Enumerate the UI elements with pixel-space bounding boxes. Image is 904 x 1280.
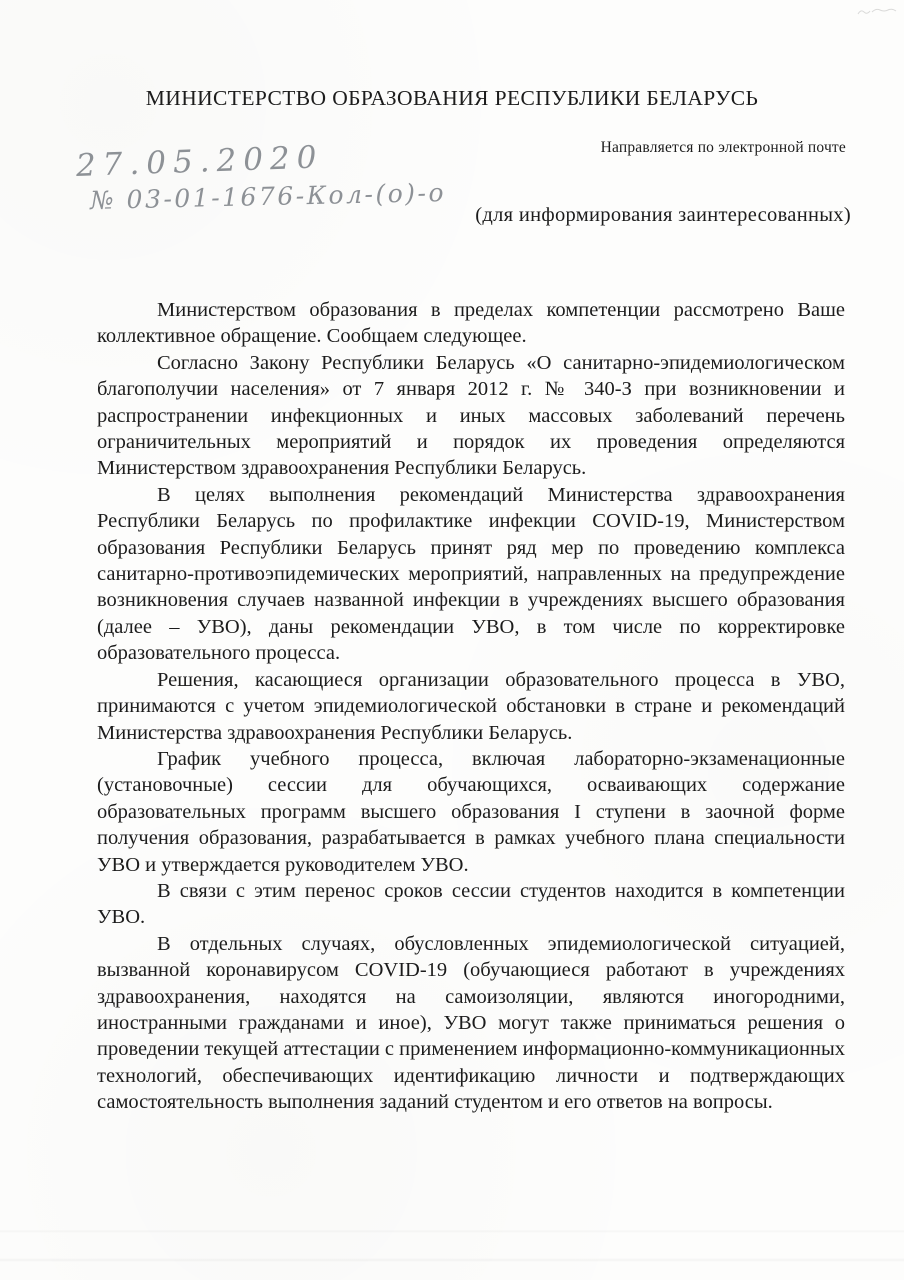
delivery-method-note: Направляется по электронной почте [600,139,846,156]
document-body [97,297,845,1116]
audience-note: (для информирования заинтересованных) [475,204,851,226]
paragraph-covid-measures: В целях выполнения рекомендаций Министерства здравоохранения Республики Беларусь по профилактике инфекции COVID-19, Министерством образования Республики Беларусь принят ряд мер по проведению комплекса санитарно-противоэпидемических мероприятий, направленных на предупреждение возникновения случаев названной инфекции в учреждениях высшего образования (далее – УВО), даны рекомендации УВО, в том числе по корректировке образовательного процесса. [97,483,845,665]
corner-pencil-scribble-icon [856,5,898,19]
document-title: МИНИСТЕРСТВО ОБРАЗОВАНИЯ РЕСПУБЛИКИ БЕЛАРУСЬ [145,86,759,110]
paragraph-law-reference: Согласно Закону Республики Беларусь «О санитарно-эпидемиологическом благополучии населения» от 7 января 2012 г. № 340-З при возникновении и распространении инфекционных и иных массовых заболеваний перечень ограничительных мероприятий и порядок их проведения определяются Министерством здравоохранения Республики Беларусь. [97,351,845,480]
paragraph-intro: Министерством образования в пределах компетенции рассмотрено Ваше коллективное обращение. Сообщаем следующее. [97,299,845,348]
paragraph-decisions: Решения, касающиеся организации образовательного процесса в УВО, принимаются с учетом эпидемиологической обстановки в стране и рекомендаций Министерства здравоохранения Республики Беларусь. [97,668,845,744]
paragraph-remote-attestation: В отдельных случаях, обусловленных эпидемиологической ситуацией, вызванной коронавирусом COVID-19 (обучающиеся работают в учреждениях здравоохранения, находятся на самоизоляции, являются иногородними, иностранными гражданами и иное), УВО могут также приниматься решения о проведении текущей аттестации с применением информационно-коммуникационных технологий, обеспечивающих идентификацию личности и подтверждающих самостоятельность выполнения заданий студентом и его ответов на вопросы. [97,932,845,1114]
paragraph-session-transfer: В связи с этим перенос сроков сессии студентов находится в компетенции УВО. [97,879,845,929]
paragraph-study-schedule: График учебного процесса, включая лабораторно-экзаменационные (установочные) сессии для обучающихся, осваивающих содержание образовательных программ высшего образования I ступени в заочной форме получения образования, разрабатывается в рамках учебного плана специальности УВО и утверждается руководителем УВО. [97,747,845,876]
handwritten-date: 27.05.2020 [75,139,324,184]
handwritten-ref-number: № 03-01-1676-Кол-(о)-о [89,177,447,215]
